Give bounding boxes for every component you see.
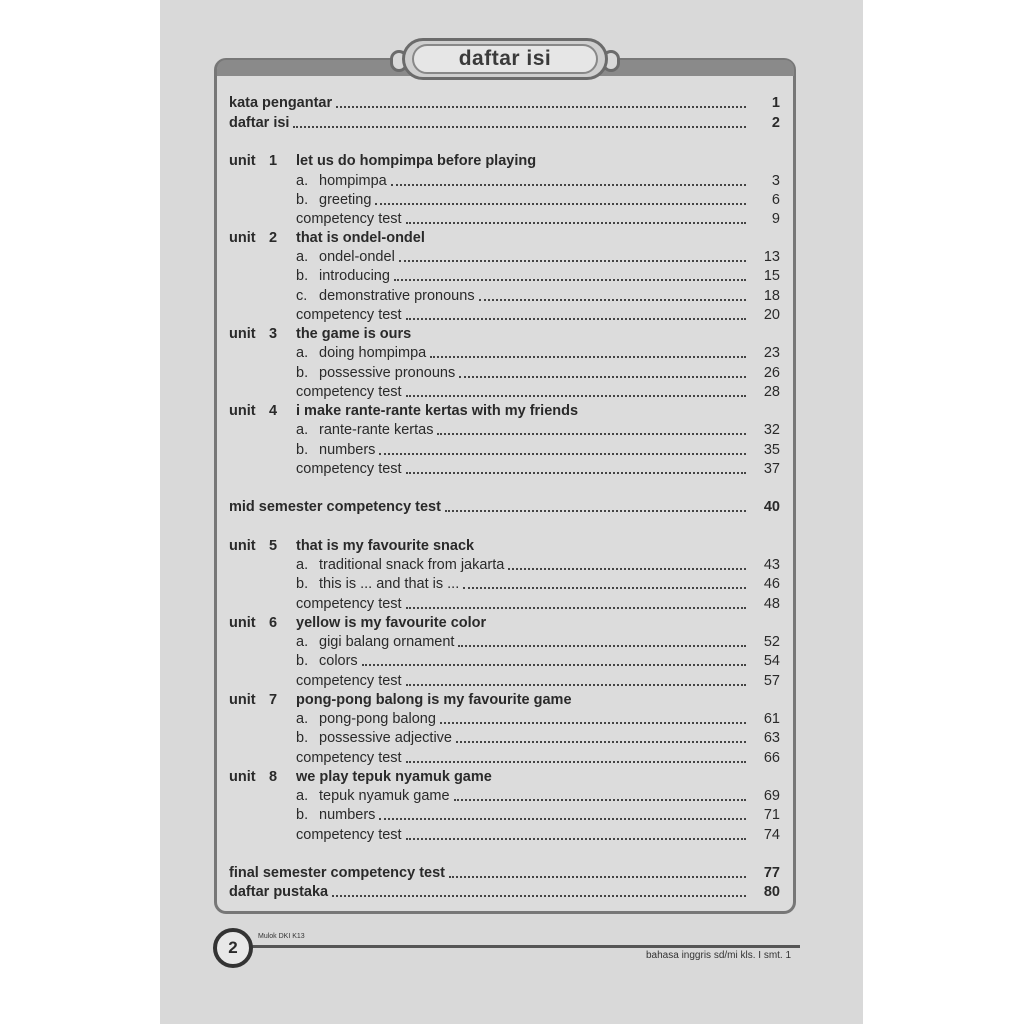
sub-item-letter: a. [296,788,309,804]
toc-row [0,710,1024,729]
toc-row [0,421,1024,440]
toc-row [0,287,1024,306]
unit-word: unit [229,326,256,342]
dot-leader [406,595,746,609]
dot-leader [440,710,746,724]
dot-leader [406,460,746,474]
sub-item-letter: c. [296,288,308,304]
toc-page-number: 9 [771,211,780,227]
sub-item-letter: b. [296,192,309,208]
toc-entry-title: yellow is my favourite color [296,615,487,631]
toc-page-number: 2 [771,115,780,131]
toc-row [0,114,1024,133]
sub-item-letter: a. [296,345,309,361]
toc-row [0,383,1024,402]
toc-row [0,768,1024,787]
toc-entry-title: doing hompimpa [319,345,427,361]
unit-word: unit [229,692,256,708]
toc-row [0,172,1024,191]
sub-item-letter: a. [296,173,309,189]
toc-row [0,556,1024,575]
sub-item-letter: b. [296,268,309,284]
toc-entry-title: demonstrative pronouns [319,288,475,304]
toc-page-number: 54 [763,653,780,669]
toc-entry-title: that is ondel-ondel [296,230,425,246]
dot-leader [454,787,746,801]
toc-entry-title: numbers [319,442,376,458]
toc-page-number: 80 [763,884,780,900]
toc-row [0,344,1024,363]
dot-leader [375,191,746,205]
unit-number: 7 [269,692,278,708]
sub-item-letter: a. [296,711,309,727]
toc-entry-title: possessive pronouns [319,365,456,381]
unit-word: unit [229,230,256,246]
toc-page-number: 23 [763,345,780,361]
unit-number: 5 [269,538,278,554]
toc-page-number: 3 [771,173,780,189]
dot-leader [362,652,746,666]
unit-number: 6 [269,615,278,631]
toc-page-number: 15 [763,268,780,284]
toc-page-number: 1 [771,95,780,111]
dot-leader [379,441,746,455]
toc-row [0,595,1024,614]
toc-entry-title: pong-pong balong is my favourite game [296,692,572,708]
toc-page-number: 57 [763,673,780,689]
unit-number: 2 [269,230,278,246]
toc-entry-title: competency test [296,596,402,612]
toc-page-number: 13 [763,249,780,265]
toc-row [0,614,1024,633]
toc-entry-title: that is my favourite snack [296,538,475,554]
toc-page-number: 52 [763,634,780,650]
dot-leader [406,383,746,397]
page-number: 2 [213,928,253,968]
dot-leader [445,498,746,512]
toc-page-number: 28 [763,384,780,400]
toc-entry-title: competency test [296,750,402,766]
dot-leader [406,210,746,224]
toc-entry-title: mid semester competency test [229,499,441,515]
toc-page-number: 18 [763,288,780,304]
toc-entry-title: kata pengantar [229,95,333,111]
dot-leader [458,633,746,647]
toc-row [0,267,1024,286]
sub-item-letter: b. [296,365,309,381]
unit-number: 3 [269,326,278,342]
toc-page-number: 32 [763,422,780,438]
dot-leader [406,826,746,840]
toc-entry-title: the game is ours [296,326,412,342]
toc-entry-title: tepuk nyamuk game [319,788,450,804]
dot-leader [336,94,746,108]
toc-page-number: 40 [763,499,780,515]
sub-item-letter: a. [296,422,309,438]
toc-entry-title: daftar pustaka [229,884,329,900]
toc-row [0,749,1024,768]
toc-page-number: 74 [763,827,780,843]
toc-row [0,672,1024,691]
toc-entry-title: greeting [319,192,372,208]
toc-page-number: 71 [763,807,780,823]
toc-entry-title: rante-rante kertas [319,422,434,438]
dot-leader [293,114,746,128]
toc-row [0,652,1024,671]
toc-entry-title: competency test [296,461,402,477]
toc-row [0,402,1024,421]
unit-word: unit [229,615,256,631]
toc-page-number: 6 [771,192,780,208]
toc-entry-title: pong-pong balong [319,711,436,727]
toc-entry-title: i make rante-rante kertas with my friends [296,403,579,419]
footer-right-label: bahasa inggris sd/mi kls. I smt. 1 [646,950,792,961]
dot-leader [508,556,746,570]
dot-leader [332,883,746,897]
dot-leader [379,806,746,820]
toc-row [0,248,1024,267]
dot-leader [449,864,746,878]
toc-row [0,229,1024,248]
toc-entry-title: daftar isi [229,115,290,131]
unit-word: unit [229,769,256,785]
toc-row [0,152,1024,171]
toc-entry-title: competency test [296,211,402,227]
toc-row [0,210,1024,229]
dot-leader [459,364,746,378]
toc-page-number: 20 [763,307,780,323]
sub-item-letter: b. [296,442,309,458]
toc-page-number: 48 [763,596,780,612]
toc-page-number: 43 [763,557,780,573]
dot-leader [430,344,746,358]
toc-row [0,94,1024,113]
toc-entry-title: traditional snack from jakarta [319,557,505,573]
dot-leader [406,306,746,320]
toc-entry-title: competency test [296,673,402,689]
toc-page-number: 63 [763,730,780,746]
toc-entry-title: this is ... and that is ... [319,576,460,592]
toc-entry-title: competency test [296,827,402,843]
toc-row [0,826,1024,845]
unit-number: 4 [269,403,278,419]
sub-item-letter: b. [296,653,309,669]
toc-entry-title: competency test [296,307,402,323]
toc-row [0,537,1024,556]
toc-row [0,364,1024,383]
toc-entry-title: we play tepuk nyamuk game [296,769,492,785]
toc-entry-title: gigi balang ornament [319,634,455,650]
dot-leader [406,672,746,686]
toc-entry-title: final semester competency test [229,865,445,881]
toc-row [0,806,1024,825]
sub-item-letter: b. [296,730,309,746]
toc-page-number: 46 [763,576,780,592]
page-title: daftar isi [412,44,598,74]
dot-leader [479,287,746,301]
toc-entry-title: introducing [319,268,390,284]
footer-line [250,945,800,948]
toc-page-number: 61 [763,711,780,727]
toc-entry-title: hompimpa [319,173,387,189]
dot-leader [456,729,746,743]
unit-word: unit [229,153,256,169]
toc-page-number: 66 [763,750,780,766]
unit-number: 1 [269,153,278,169]
footer-left-label: Mulok DKI K13 [258,933,305,940]
unit-word: unit [229,538,256,554]
toc-row [0,441,1024,460]
dot-leader [391,172,746,186]
toc-entry-title: colors [319,653,358,669]
toc-page-number: 35 [763,442,780,458]
sub-item-letter: b. [296,576,309,592]
dot-leader [399,248,746,262]
dot-leader [437,421,746,435]
toc-page-number: 69 [763,788,780,804]
dot-leader [394,267,746,281]
unit-word: unit [229,403,256,419]
sub-item-letter: a. [296,249,309,265]
toc-entry-title: let us do hompimpa before playing [296,153,537,169]
toc-row [0,864,1024,883]
toc-row [0,691,1024,710]
dot-leader [463,575,746,589]
toc-page-number: 77 [763,865,780,881]
toc-row [0,306,1024,325]
toc-row [0,787,1024,806]
sub-item-letter: a. [296,634,309,650]
sub-item-letter: a. [296,557,309,573]
sub-item-letter: b. [296,807,309,823]
toc-entry-title: competency test [296,384,402,400]
toc-row [0,633,1024,652]
toc-row [0,460,1024,479]
unit-number: 8 [269,769,278,785]
toc-row [0,883,1024,902]
toc-row [0,498,1024,517]
dot-leader [406,749,746,763]
toc-row [0,191,1024,210]
toc-page-number: 26 [763,365,780,381]
toc-entry-title: possessive adjective [319,730,452,746]
toc-page-number: 37 [763,461,780,477]
toc-row [0,729,1024,748]
toc-entry-title: ondel-ondel [319,249,395,265]
toc-row [0,575,1024,594]
toc-entry-title: numbers [319,807,376,823]
toc-row [0,325,1024,344]
